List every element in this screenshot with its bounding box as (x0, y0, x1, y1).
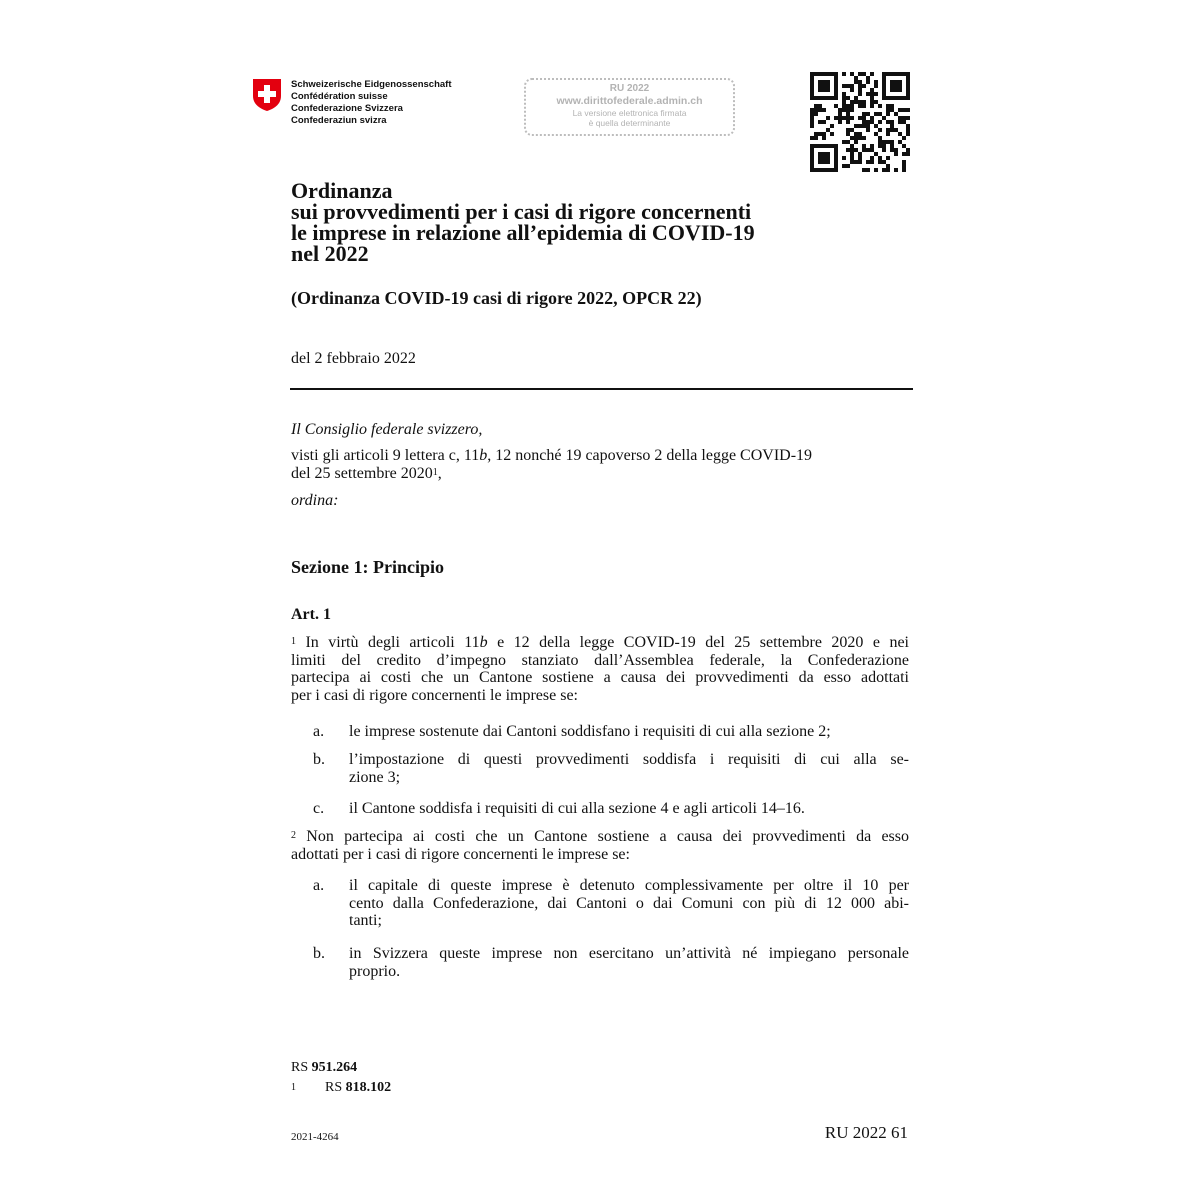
item-text: cento dalla Confederazione, dai Cantoni o dai Comuni con più di 12 000 abi- (349, 894, 909, 912)
federal-name-rm: Confederaziun svizra (291, 115, 387, 126)
para-text: per i casi di rigore concernenti le imprese se: (291, 686, 578, 704)
document-number: 2021-4264 (291, 1131, 339, 1143)
item-label: c. (313, 800, 325, 817)
basis-letter: b (479, 447, 488, 464)
footnote-prefix: RS (325, 1080, 346, 1095)
stamp-note-1: La versione elettronica firmata (572, 108, 687, 118)
item-label: b. (313, 751, 325, 768)
rs-prefix: RS (291, 1060, 312, 1075)
rs-number: 951.264 (311, 1060, 358, 1075)
title-line-3: le imprese in relazione all’epidemia di COVID-19 (291, 220, 755, 245)
item-text: proprio. (349, 962, 401, 980)
basis-text: , (437, 465, 442, 482)
systematic-number (291, 1059, 357, 1077)
preamble-basis (291, 447, 812, 483)
item-text: l’impostazione di questi provvedimenti soddisfa i requisiti di cui alla se- (349, 751, 909, 768)
basis-text: visti gli articoli 9 lettera c, 11 (291, 447, 480, 464)
preamble-authority: Il Consiglio federale svizzero, (291, 421, 483, 438)
para-letter: b (479, 634, 488, 651)
document-date: del 2 febbraio 2022 (291, 350, 416, 367)
preamble-orders: ordina: (291, 492, 339, 509)
item-text: zione 3; (349, 768, 401, 786)
item-label: a. (313, 723, 325, 740)
title-divider (290, 388, 913, 390)
item-text: tanti; (349, 912, 382, 929)
official-collection-reference: RU 2022 61 (824, 1123, 908, 1142)
paragraph-1 (291, 634, 909, 704)
para-text: e 12 della legge COVID-19 del 25 settembre 2020 e nei (487, 634, 909, 651)
title-line-1: Ordinanza (291, 178, 393, 203)
paragraph-number: 1 (291, 636, 296, 647)
para-text: adottati per i casi di rigore concernenti le imprese se: (291, 845, 630, 863)
footnote-number: 1 (291, 1082, 296, 1093)
basis-text: del 25 settembre 2020 (291, 465, 433, 482)
footnote-ref[interactable]: 1 (432, 467, 438, 478)
basis-text: , 12 nonché 19 capoverso 2 della legge COVID-19 (487, 447, 813, 464)
qr-code-icon (810, 72, 910, 172)
para-text: In virtù degli articoli 11 (296, 634, 480, 651)
section-heading: Sezione 1: Principio (291, 557, 444, 577)
electronic-version-stamp (524, 78, 735, 136)
para-text: Non partecipa ai costi che un Cantone sostiene a causa dei provvedimenti da esso (296, 828, 909, 845)
stamp-website: www.dirittofederale.admin.ch (556, 95, 703, 107)
stamp-note-2: è quella determinante (588, 118, 671, 128)
federal-name-de: Schweizerische Eidgenossenschaft (291, 79, 452, 90)
item-text: in Svizzera queste imprese non esercitano un’attività né impiegano personale (349, 945, 909, 962)
item-label: a. (313, 877, 325, 894)
item-text: le imprese sostenute dai Cantoni soddisfano i requisiti di cui alla sezione 2; (349, 723, 831, 740)
footnote (291, 1079, 391, 1097)
para-text: partecipa ai costi che un Cantone sostiene a causa dei provvedimenti da esso adottati (291, 669, 909, 686)
title-line-4: nel 2022 (291, 241, 369, 266)
item-text: il capitale di queste imprese è detenuto complessivamente per oltre il 10 per (349, 877, 909, 894)
title-line-2: sui provvedimenti per i casi di rigore concernenti (291, 199, 752, 224)
swiss-cross-icon (252, 78, 282, 112)
paragraph-2 (291, 828, 909, 863)
item-text: il Cantone soddisfa i requisiti di cui alla sezione 4 e agli articoli 14–16. (349, 800, 805, 817)
article-heading: Art. 1 (291, 606, 331, 623)
federal-name-fr: Confédération suisse (291, 91, 388, 102)
federal-name-it: Confederazione Svizzera (291, 103, 403, 114)
short-title: (Ordinanza COVID-19 casi di rigore 2022, OPCR 22) (291, 288, 702, 308)
federal-administration-name (291, 79, 452, 127)
footnote-reference[interactable]: 818.102 (345, 1080, 392, 1095)
document-title (291, 180, 755, 264)
paragraph-number: 2 (291, 830, 296, 841)
item-label: b. (313, 945, 325, 962)
para-text: limiti del credito d’impegno stanziato dall’Assemblea federale, la Confederazione (291, 651, 909, 669)
stamp-collection: RU 2022 (609, 83, 650, 94)
